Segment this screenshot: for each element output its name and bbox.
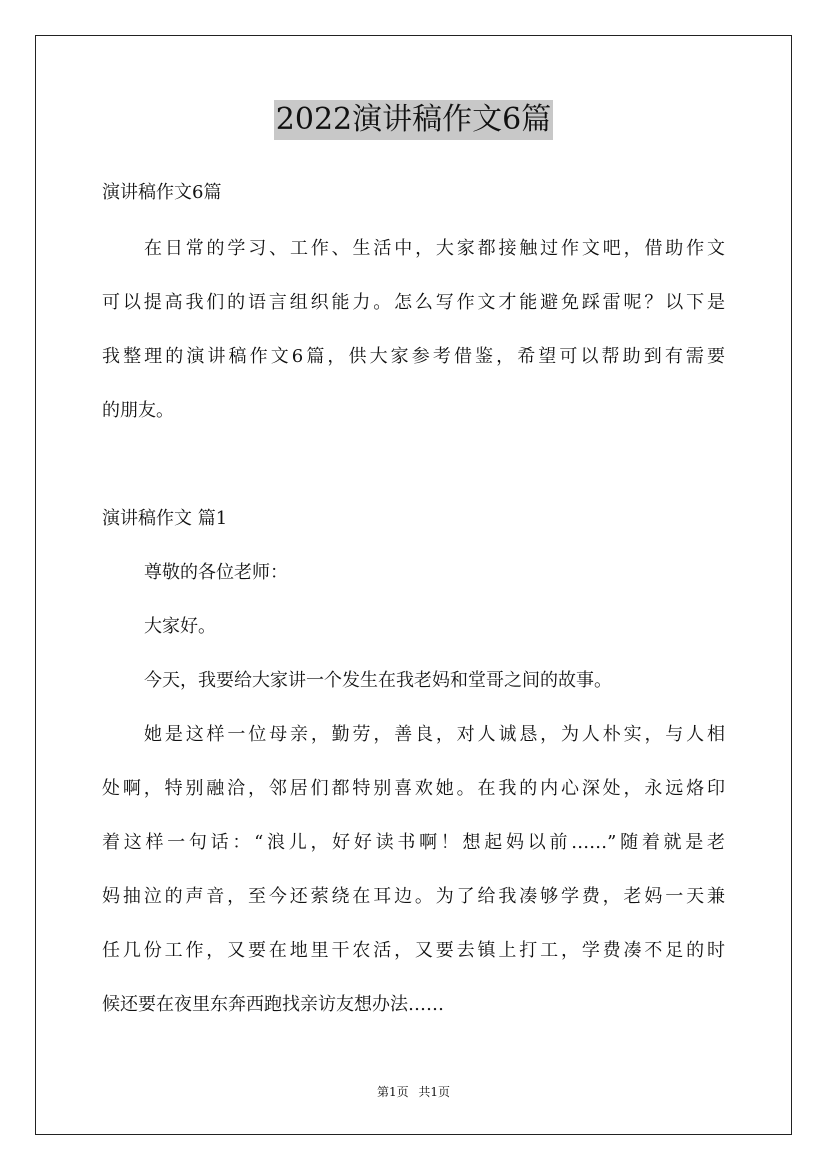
intro-line-4: 的朋友。 [102,400,174,421]
paragraph-2-line-1: 她是这样一位母亲，勤劳，善良，对人诚恳，为人朴实，与人相 [144,724,725,745]
paragraph-2-line-2: 处啊，特别融洽，邻居们都特别喜欢她。在我的内心深处，永远烙印 [102,778,725,799]
page-current: 第1页 [376,1085,409,1099]
hello-line: 大家好。 [144,616,216,637]
document-title: 2022演讲稿作文6篇 [274,100,553,140]
paragraph-2-line-6: 候还要在夜里东奔西跑找亲访友想办法…… [102,994,444,1015]
paragraph-2-line-3: 着这样一句话：“浪儿，好好读书啊！想起妈以前……”随着就是老 [102,832,725,853]
document-subtitle: 演讲稿作文6篇 [102,182,222,203]
intro-line-2: 可以提高我们的语言组织能力。怎么写作文才能避免踩雷呢？以下是 [102,292,725,313]
intro-line-1: 在日常的学习、工作、生活中，大家都接触过作文吧，借助作文 [144,238,725,259]
section-heading: 演讲稿作文 篇1 [102,508,228,529]
greeting-line: 尊敬的各位老师： [144,562,288,583]
paragraph-1: 今天，我要给大家讲一个发生在我老妈和堂哥之间的故事。 [144,670,612,691]
page-total: 共1页 [418,1085,451,1099]
paragraph-2-line-5: 任几份工作，又要在地里干农活，又要去镇上打工，学费凑不足的时 [102,940,725,961]
page-footer [0,1083,827,1100]
paragraph-2-line-4: 妈抽泣的声音，至今还萦绕在耳边。为了给我凑够学费，老妈一天兼 [102,886,725,907]
title-container [0,100,827,140]
intro-line-3: 我整理的演讲稿作文6篇，供大家参考借鉴，希望可以帮助到有需要 [102,346,725,367]
